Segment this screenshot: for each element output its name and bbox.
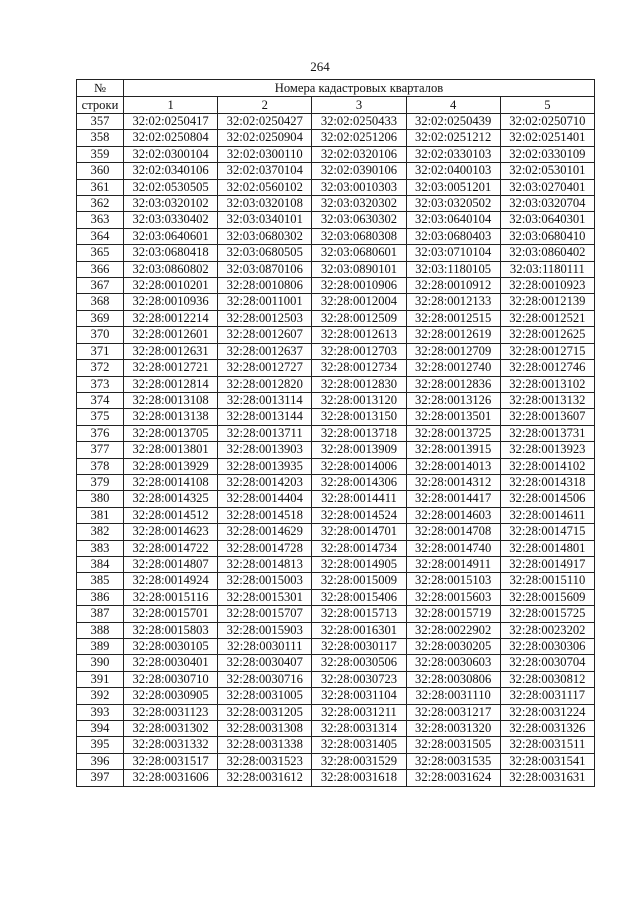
cadastral-number-cell: 32:28:0012607 xyxy=(218,327,312,343)
row-number: 397 xyxy=(77,770,124,786)
cadastral-number-cell: 32:28:0030401 xyxy=(124,655,218,671)
cadastral-number-cell: 32:28:0015301 xyxy=(218,589,312,605)
row-number: 386 xyxy=(77,589,124,605)
row-number: 378 xyxy=(77,458,124,474)
cadastral-number-cell: 32:03:0330402 xyxy=(124,212,218,228)
cadastral-number-cell: 32:28:0031005 xyxy=(218,688,312,704)
cadastral-number-cell: 32:03:0680505 xyxy=(218,245,312,261)
cadastral-number-cell: 32:28:0031332 xyxy=(124,737,218,753)
cadastral-number-cell: 32:28:0030506 xyxy=(312,655,406,671)
cadastral-number-cell: 32:28:0012740 xyxy=(406,360,500,376)
table-row xyxy=(77,245,595,261)
cadastral-number-cell: 32:02:0330109 xyxy=(500,146,594,162)
cadastral-number-cell: 32:28:0015609 xyxy=(500,589,594,605)
cadastral-number-cell: 32:28:0014611 xyxy=(500,507,594,523)
cadastral-number-cell: 32:02:0250804 xyxy=(124,130,218,146)
cadastral-number-cell: 32:28:0013903 xyxy=(218,442,312,458)
cadastral-number-cell: 32:28:0031110 xyxy=(406,688,500,704)
table-row xyxy=(77,753,595,769)
row-number: 373 xyxy=(77,376,124,392)
cadastral-number-cell: 32:28:0031523 xyxy=(218,753,312,769)
cadastral-number-cell: 32:02:0300104 xyxy=(124,146,218,162)
cadastral-number-cell: 32:28:0031612 xyxy=(218,770,312,786)
table-row xyxy=(77,655,595,671)
table-row xyxy=(77,524,595,540)
cadastral-number-cell: 32:28:0010906 xyxy=(312,278,406,294)
cadastral-number-cell: 32:28:0015009 xyxy=(312,573,406,589)
table-row xyxy=(77,425,595,441)
table-row xyxy=(77,114,595,130)
row-number: 376 xyxy=(77,425,124,441)
cadastral-number-cell: 32:28:0014312 xyxy=(406,474,500,490)
cadastral-table xyxy=(76,79,595,787)
cadastral-number-cell: 32:28:0030806 xyxy=(406,671,500,687)
table-row xyxy=(77,639,595,655)
cadastral-number-cell: 32:28:0015406 xyxy=(312,589,406,605)
cadastral-number-cell: 32:28:0014203 xyxy=(218,474,312,490)
cadastral-number-cell: 32:28:0013607 xyxy=(500,409,594,425)
row-number: 377 xyxy=(77,442,124,458)
cadastral-number-cell: 32:28:0031529 xyxy=(312,753,406,769)
table-row xyxy=(77,179,595,195)
cadastral-number-cell: 32:28:0013915 xyxy=(406,442,500,458)
cadastral-number-cell: 32:28:0014013 xyxy=(406,458,500,474)
cadastral-number-cell: 32:28:0031104 xyxy=(312,688,406,704)
column-group-title: Номера кадастровых кварталов xyxy=(124,80,595,97)
table-row xyxy=(77,146,595,162)
row-number: 361 xyxy=(77,179,124,195)
cadastral-number-cell: 32:28:0015713 xyxy=(312,606,406,622)
cadastral-number-cell: 32:28:0012721 xyxy=(124,360,218,376)
row-number: 389 xyxy=(77,639,124,655)
cadastral-number-cell: 32:28:0015603 xyxy=(406,589,500,605)
cadastral-number-cell: 32:28:0013725 xyxy=(406,425,500,441)
cadastral-number-cell: 32:28:0014708 xyxy=(406,524,500,540)
cadastral-number-cell: 32:28:0013132 xyxy=(500,392,594,408)
cadastral-number-cell: 32:28:0015707 xyxy=(218,606,312,622)
cadastral-number-cell: 32:28:0012637 xyxy=(218,343,312,359)
table-row xyxy=(77,606,595,622)
cadastral-number-cell: 32:28:0031631 xyxy=(500,770,594,786)
cadastral-number-cell: 32:28:0013711 xyxy=(218,425,312,441)
cadastral-number-cell: 32:03:0010303 xyxy=(312,179,406,195)
cadastral-number-cell: 32:28:0013923 xyxy=(500,442,594,458)
cadastral-number-cell: 32:02:0370104 xyxy=(218,163,312,179)
row-number: 388 xyxy=(77,622,124,638)
row-number: 363 xyxy=(77,212,124,228)
row-number: 368 xyxy=(77,294,124,310)
cadastral-number-cell: 32:28:0012836 xyxy=(406,376,500,392)
row-number: 374 xyxy=(77,392,124,408)
table-row xyxy=(77,458,595,474)
cadastral-number-cell: 32:28:0012613 xyxy=(312,327,406,343)
cadastral-number-cell: 32:28:0012631 xyxy=(124,343,218,359)
column-header-2: 2 xyxy=(218,97,312,114)
cadastral-number-cell: 32:28:0012133 xyxy=(406,294,500,310)
cadastral-number-cell: 32:03:1180111 xyxy=(500,261,594,277)
row-number: 395 xyxy=(77,737,124,753)
cadastral-number-cell: 32:28:0014740 xyxy=(406,540,500,556)
cadastral-number-cell: 32:28:0014524 xyxy=(312,507,406,523)
cadastral-number-cell: 32:28:0012746 xyxy=(500,360,594,376)
table-row xyxy=(77,376,595,392)
table-row xyxy=(77,770,595,786)
cadastral-number-cell: 32:28:0012820 xyxy=(218,376,312,392)
cadastral-number-cell: 32:28:0030716 xyxy=(218,671,312,687)
cadastral-number-cell: 32:28:0012214 xyxy=(124,310,218,326)
row-number: 359 xyxy=(77,146,124,162)
cadastral-number-cell: 32:28:0015103 xyxy=(406,573,500,589)
cadastral-number-cell: 32:28:0012830 xyxy=(312,376,406,392)
cadastral-number-cell: 32:28:0012727 xyxy=(218,360,312,376)
cadastral-number-cell: 32:28:0014629 xyxy=(218,524,312,540)
table-row xyxy=(77,721,595,737)
row-number: 360 xyxy=(77,163,124,179)
row-number: 357 xyxy=(77,114,124,130)
row-number: 384 xyxy=(77,556,124,572)
cadastral-number-cell: 32:28:0013501 xyxy=(406,409,500,425)
row-number: 393 xyxy=(77,704,124,720)
cadastral-number-cell: 32:28:0031505 xyxy=(406,737,500,753)
cadastral-number-cell: 32:03:1180105 xyxy=(406,261,500,277)
cadastral-number-cell: 32:28:0014813 xyxy=(218,556,312,572)
cadastral-number-cell: 32:28:0030105 xyxy=(124,639,218,655)
cadastral-number-cell: 32:28:0013929 xyxy=(124,458,218,474)
cadastral-number-cell: 32:02:0251212 xyxy=(406,130,500,146)
cadastral-number-cell: 32:28:0014006 xyxy=(312,458,406,474)
table-row xyxy=(77,196,595,212)
cadastral-number-cell: 32:28:0012703 xyxy=(312,343,406,359)
table-row xyxy=(77,573,595,589)
cadastral-number-cell: 32:28:0030407 xyxy=(218,655,312,671)
row-number: 375 xyxy=(77,409,124,425)
row-number: 370 xyxy=(77,327,124,343)
cadastral-number-cell: 32:28:0012139 xyxy=(500,294,594,310)
row-number: 369 xyxy=(77,310,124,326)
cadastral-number-cell: 32:28:0030812 xyxy=(500,671,594,687)
table-row xyxy=(77,737,595,753)
cadastral-number-cell: 32:28:0014102 xyxy=(500,458,594,474)
cadastral-number-cell: 32:28:0013126 xyxy=(406,392,500,408)
cadastral-number-cell: 32:02:0320106 xyxy=(312,146,406,162)
table-row xyxy=(77,442,595,458)
cadastral-number-cell: 32:28:0014715 xyxy=(500,524,594,540)
cadastral-number-cell: 32:28:0012734 xyxy=(312,360,406,376)
cadastral-number-cell: 32:28:0014512 xyxy=(124,507,218,523)
cadastral-number-cell: 32:28:0013705 xyxy=(124,425,218,441)
cadastral-number-cell: 32:28:0031320 xyxy=(406,721,500,737)
cadastral-number-cell: 32:28:0016301 xyxy=(312,622,406,638)
cadastral-number-cell: 32:02:0250417 xyxy=(124,114,218,130)
table-body xyxy=(77,114,595,787)
cadastral-number-cell: 32:03:0320102 xyxy=(124,196,218,212)
cadastral-number-cell: 32:28:0014306 xyxy=(312,474,406,490)
column-header-4: 4 xyxy=(406,97,500,114)
cadastral-number-cell: 32:03:0680308 xyxy=(312,228,406,244)
cadastral-number-cell: 32:28:0010201 xyxy=(124,278,218,294)
row-number: 364 xyxy=(77,228,124,244)
table-row xyxy=(77,130,595,146)
cadastral-number-cell: 32:02:0251206 xyxy=(312,130,406,146)
table-row xyxy=(77,294,595,310)
cadastral-number-cell: 32:28:0030603 xyxy=(406,655,500,671)
cadastral-number-cell: 32:02:0530505 xyxy=(124,179,218,195)
column-header-5: 5 xyxy=(500,97,594,114)
cadastral-number-cell: 32:28:0031624 xyxy=(406,770,500,786)
cadastral-number-cell: 32:28:0030905 xyxy=(124,688,218,704)
table-row xyxy=(77,409,595,425)
cadastral-number-cell: 32:28:0030723 xyxy=(312,671,406,687)
cadastral-number-cell: 32:28:0014905 xyxy=(312,556,406,572)
table-row xyxy=(77,327,595,343)
cadastral-number-cell: 32:03:0860802 xyxy=(124,261,218,277)
cadastral-number-cell: 32:28:0014411 xyxy=(312,491,406,507)
cadastral-number-cell: 32:28:0031618 xyxy=(312,770,406,786)
column-header-1: 1 xyxy=(124,97,218,114)
cadastral-number-cell: 32:28:0012814 xyxy=(124,376,218,392)
cadastral-number-cell: 32:28:0014603 xyxy=(406,507,500,523)
cadastral-number-cell: 32:28:0015110 xyxy=(500,573,594,589)
cadastral-number-cell: 32:03:0860402 xyxy=(500,245,594,261)
cadastral-number-cell: 32:28:0030111 xyxy=(218,639,312,655)
table-row xyxy=(77,589,595,605)
cadastral-number-cell: 32:28:0013801 xyxy=(124,442,218,458)
table-row xyxy=(77,261,595,277)
cadastral-number-cell: 32:03:0320108 xyxy=(218,196,312,212)
table-row xyxy=(77,491,595,507)
cadastral-number-cell: 32:28:0014404 xyxy=(218,491,312,507)
cadastral-number-cell: 32:02:0560102 xyxy=(218,179,312,195)
row-number: 394 xyxy=(77,721,124,737)
cadastral-number-cell: 32:28:0031517 xyxy=(124,753,218,769)
table-row xyxy=(77,212,595,228)
cadastral-number-cell: 32:28:0014318 xyxy=(500,474,594,490)
cadastral-number-cell: 32:28:0013150 xyxy=(312,409,406,425)
cadastral-number-cell: 32:28:0012004 xyxy=(312,294,406,310)
cadastral-number-cell: 32:28:0031308 xyxy=(218,721,312,737)
cadastral-number-cell: 32:03:0630302 xyxy=(312,212,406,228)
cadastral-number-cell: 32:28:0015903 xyxy=(218,622,312,638)
cadastral-number-cell: 32:28:0030117 xyxy=(312,639,406,655)
cadastral-number-cell: 32:28:0014518 xyxy=(218,507,312,523)
cadastral-number-cell: 32:03:0320302 xyxy=(312,196,406,212)
cadastral-number-cell: 32:03:0870106 xyxy=(218,261,312,277)
page-number: 264 xyxy=(310,59,330,74)
cadastral-number-cell: 32:28:0013731 xyxy=(500,425,594,441)
cadastral-number-cell: 32:28:0013935 xyxy=(218,458,312,474)
cadastral-number-cell: 32:28:0012625 xyxy=(500,327,594,343)
row-number: 381 xyxy=(77,507,124,523)
cadastral-number-cell: 32:02:0300110 xyxy=(218,146,312,162)
cadastral-number-cell: 32:02:0530101 xyxy=(500,163,594,179)
row-number: 365 xyxy=(77,245,124,261)
table-row xyxy=(77,507,595,523)
cadastral-number-cell: 32:03:0640601 xyxy=(124,228,218,244)
row-number: 391 xyxy=(77,671,124,687)
cadastral-number-cell: 32:28:0030205 xyxy=(406,639,500,655)
cadastral-number-cell: 32:03:0640301 xyxy=(500,212,594,228)
cadastral-number-cell: 32:28:0031302 xyxy=(124,721,218,737)
table-row xyxy=(77,671,595,687)
table-row xyxy=(77,343,595,359)
cadastral-number-cell: 32:28:0013144 xyxy=(218,409,312,425)
cadastral-number-cell: 32:28:0031405 xyxy=(312,737,406,753)
table-row xyxy=(77,474,595,490)
cadastral-number-cell: 32:28:0014325 xyxy=(124,491,218,507)
cadastral-number-cell: 32:03:0680418 xyxy=(124,245,218,261)
cadastral-number-cell: 32:03:0320704 xyxy=(500,196,594,212)
cadastral-number-cell: 32:28:0010806 xyxy=(218,278,312,294)
row-number: 385 xyxy=(77,573,124,589)
row-number: 387 xyxy=(77,606,124,622)
row-number: 382 xyxy=(77,524,124,540)
cadastral-number-cell: 32:28:0031326 xyxy=(500,721,594,737)
cadastral-number-cell: 32:28:0014924 xyxy=(124,573,218,589)
cadastral-number-cell: 32:28:0031205 xyxy=(218,704,312,720)
cadastral-number-cell: 32:02:0250710 xyxy=(500,114,594,130)
cadastral-number-cell: 32:28:0015725 xyxy=(500,606,594,622)
cadastral-number-cell: 32:02:0340106 xyxy=(124,163,218,179)
cadastral-number-cell: 32:28:0013120 xyxy=(312,392,406,408)
cadastral-number-cell: 32:03:0680410 xyxy=(500,228,594,244)
row-number: 358 xyxy=(77,130,124,146)
cadastral-number-cell: 32:28:0014506 xyxy=(500,491,594,507)
row-number: 383 xyxy=(77,540,124,556)
cadastral-number-cell: 32:28:0031117 xyxy=(500,688,594,704)
column-header-3: 3 xyxy=(312,97,406,114)
cadastral-number-cell: 32:28:0012503 xyxy=(218,310,312,326)
cadastral-number-cell: 32:28:0030710 xyxy=(124,671,218,687)
table-row xyxy=(77,278,595,294)
cadastral-number-cell: 32:28:0030306 xyxy=(500,639,594,655)
table-row xyxy=(77,704,595,720)
row-number: 367 xyxy=(77,278,124,294)
cadastral-number-cell: 32:03:0890101 xyxy=(312,261,406,277)
cadastral-number-cell: 32:28:0012601 xyxy=(124,327,218,343)
cadastral-number-cell: 32:28:0023202 xyxy=(500,622,594,638)
cadastral-number-cell: 32:28:0014728 xyxy=(218,540,312,556)
cadastral-number-cell: 32:03:0340101 xyxy=(218,212,312,228)
cadastral-number-cell: 32:28:0013138 xyxy=(124,409,218,425)
table-row xyxy=(77,556,595,572)
cadastral-number-cell: 32:02:0250433 xyxy=(312,114,406,130)
table-header xyxy=(77,80,595,114)
cadastral-number-cell: 32:02:0250439 xyxy=(406,114,500,130)
cadastral-number-cell: 32:02:0251401 xyxy=(500,130,594,146)
cadastral-number-cell: 32:28:0031123 xyxy=(124,704,218,720)
cadastral-number-cell: 32:28:0031535 xyxy=(406,753,500,769)
cadastral-number-cell: 32:28:0012619 xyxy=(406,327,500,343)
row-number: 362 xyxy=(77,196,124,212)
cadastral-number-cell: 32:28:0010936 xyxy=(124,294,218,310)
cadastral-number-cell: 32:28:0014911 xyxy=(406,556,500,572)
cadastral-number-cell: 32:02:0250904 xyxy=(218,130,312,146)
cadastral-number-cell: 32:28:0012715 xyxy=(500,343,594,359)
cadastral-number-cell: 32:28:0014917 xyxy=(500,556,594,572)
cadastral-number-cell: 32:28:0014801 xyxy=(500,540,594,556)
cadastral-number-cell: 32:28:0012509 xyxy=(312,310,406,326)
cadastral-number-cell: 32:03:0710104 xyxy=(406,245,500,261)
cadastral-number-cell: 32:28:0014108 xyxy=(124,474,218,490)
row-number-header-bottom: строки xyxy=(77,97,124,114)
cadastral-number-cell: 32:28:0031606 xyxy=(124,770,218,786)
cadastral-number-cell: 32:28:0015003 xyxy=(218,573,312,589)
cadastral-number-cell: 32:02:0400103 xyxy=(406,163,500,179)
row-number-header-top: № xyxy=(77,80,124,97)
cadastral-number-cell: 32:28:0013718 xyxy=(312,425,406,441)
cadastral-number-cell: 32:28:0013114 xyxy=(218,392,312,408)
table-row xyxy=(77,540,595,556)
cadastral-number-cell: 32:03:0640104 xyxy=(406,212,500,228)
cadastral-number-cell: 32:28:0014722 xyxy=(124,540,218,556)
cadastral-number-cell: 32:28:0012709 xyxy=(406,343,500,359)
cadastral-number-cell: 32:03:0051201 xyxy=(406,179,500,195)
cadastral-number-cell: 32:28:0015803 xyxy=(124,622,218,638)
row-number: 392 xyxy=(77,688,124,704)
table-row xyxy=(77,688,595,704)
cadastral-number-cell: 32:28:0015701 xyxy=(124,606,218,622)
row-number: 379 xyxy=(77,474,124,490)
row-number: 366 xyxy=(77,261,124,277)
cadastral-number-cell: 32:28:0014623 xyxy=(124,524,218,540)
cadastral-number-cell: 32:28:0013909 xyxy=(312,442,406,458)
cadastral-number-cell: 32:28:0011001 xyxy=(218,294,312,310)
cadastral-number-cell: 32:02:0250427 xyxy=(218,114,312,130)
cadastral-number-cell: 32:03:0270401 xyxy=(500,179,594,195)
table-row xyxy=(77,622,595,638)
row-number: 380 xyxy=(77,491,124,507)
cadastral-number-cell: 32:28:0022902 xyxy=(406,622,500,638)
cadastral-number-cell: 32:28:0014417 xyxy=(406,491,500,507)
cadastral-number-cell: 32:28:0014734 xyxy=(312,540,406,556)
cadastral-number-cell: 32:28:0031338 xyxy=(218,737,312,753)
cadastral-number-cell: 32:28:0010912 xyxy=(406,278,500,294)
table-row xyxy=(77,392,595,408)
cadastral-number-cell: 32:28:0015116 xyxy=(124,589,218,605)
row-number: 371 xyxy=(77,343,124,359)
table-row xyxy=(77,310,595,326)
cadastral-number-cell: 32:03:0320502 xyxy=(406,196,500,212)
cadastral-number-cell: 32:28:0010923 xyxy=(500,278,594,294)
row-number: 372 xyxy=(77,360,124,376)
row-number: 390 xyxy=(77,655,124,671)
cadastral-number-cell: 32:03:0680403 xyxy=(406,228,500,244)
cadastral-number-cell: 32:03:0680302 xyxy=(218,228,312,244)
cadastral-number-cell: 32:02:0390106 xyxy=(312,163,406,179)
cadastral-number-cell: 32:28:0015719 xyxy=(406,606,500,622)
cadastral-number-cell: 32:28:0031211 xyxy=(312,704,406,720)
cadastral-number-cell: 32:28:0014807 xyxy=(124,556,218,572)
cadastral-number-cell: 32:28:0031217 xyxy=(406,704,500,720)
cadastral-number-cell: 32:28:0012521 xyxy=(500,310,594,326)
cadastral-number-cell: 32:28:0013108 xyxy=(124,392,218,408)
table-row xyxy=(77,163,595,179)
table-row xyxy=(77,228,595,244)
cadastral-number-cell: 32:28:0030704 xyxy=(500,655,594,671)
cadastral-number-cell: 32:28:0031541 xyxy=(500,753,594,769)
cadastral-number-cell: 32:03:0680601 xyxy=(312,245,406,261)
row-number: 396 xyxy=(77,753,124,769)
cadastral-number-cell: 32:28:0031511 xyxy=(500,737,594,753)
cadastral-number-cell: 32:28:0031224 xyxy=(500,704,594,720)
table-row xyxy=(77,360,595,376)
cadastral-number-cell: 32:28:0012515 xyxy=(406,310,500,326)
cadastral-number-cell: 32:28:0014701 xyxy=(312,524,406,540)
cadastral-number-cell: 32:28:0031314 xyxy=(312,721,406,737)
cadastral-number-cell: 32:28:0013102 xyxy=(500,376,594,392)
cadastral-number-cell: 32:02:0330103 xyxy=(406,146,500,162)
